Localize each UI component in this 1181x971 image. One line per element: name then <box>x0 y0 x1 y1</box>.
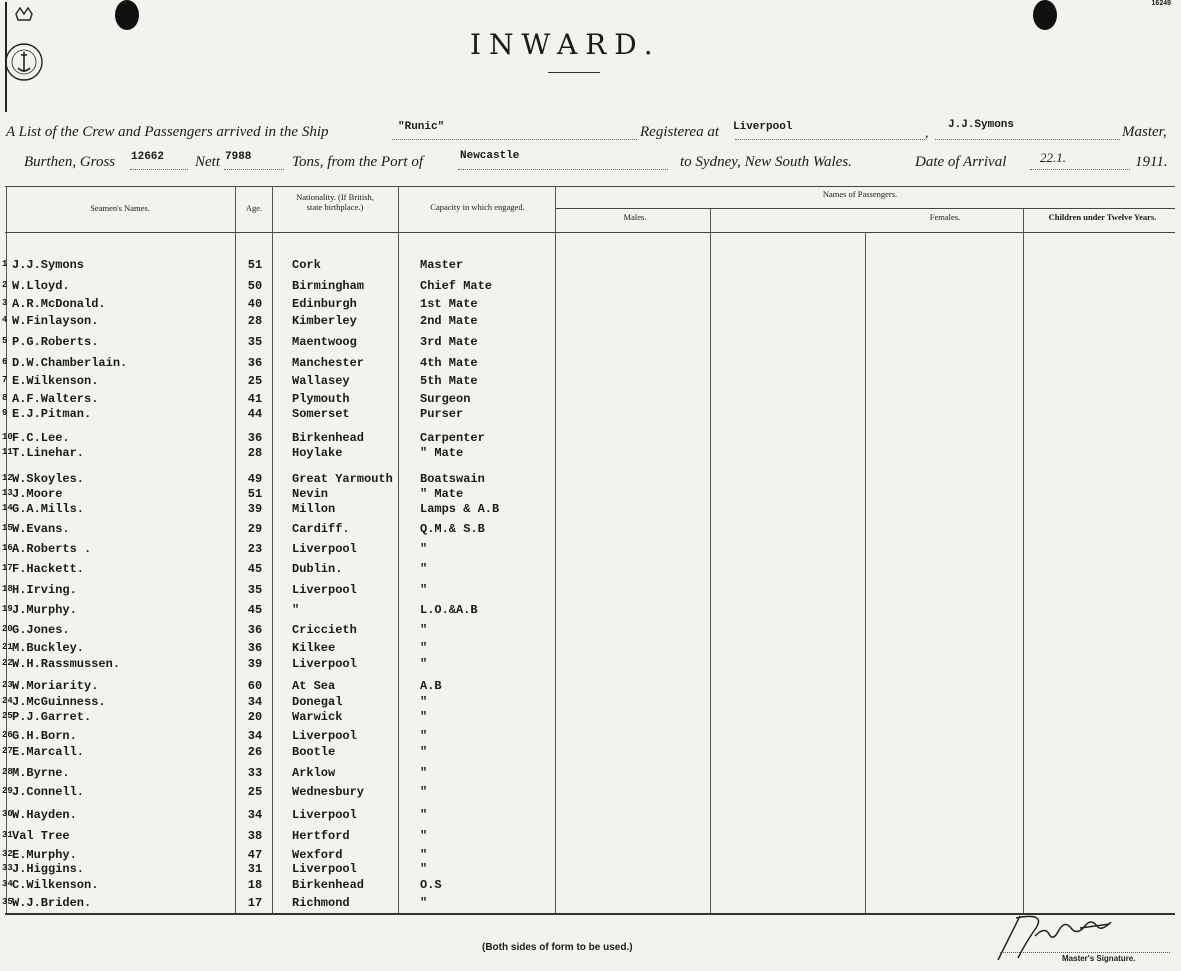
crew-birthplace: Richmond <box>292 896 350 910</box>
crew-age: 28 <box>247 446 263 460</box>
crew-birthplace: Birmingham <box>292 279 365 293</box>
row-number: 3 <box>2 298 8 308</box>
crew-age: 28 <box>247 314 263 328</box>
table-row <box>0 808 560 822</box>
crew-capacity: " Mate <box>420 446 464 460</box>
row-number: 11 <box>2 447 13 457</box>
crew-name: M.Byrne. <box>12 766 70 780</box>
crew-birthplace: Liverpool <box>292 862 357 876</box>
table-row <box>0 785 560 799</box>
table-row <box>0 487 560 501</box>
crew-capacity: " <box>420 729 428 743</box>
row-number: 23 <box>2 680 13 690</box>
col-header-passengers: Names of Passengers. <box>822 189 898 199</box>
nett-tonnage: 7988 <box>225 151 252 163</box>
row-number: 10 <box>2 432 13 442</box>
row-number: 6 <box>2 357 8 367</box>
row-number: 35 <box>2 897 13 907</box>
crew-name: W.J.Briden. <box>12 896 92 910</box>
crew-name: W.Skoyles. <box>12 472 85 486</box>
table-row <box>0 657 560 671</box>
arrival-dotline <box>1030 169 1130 170</box>
crew-birthplace: Liverpool <box>292 729 357 743</box>
crew-birthplace: Edinburgh <box>292 297 357 311</box>
table-row <box>0 729 560 743</box>
crew-capacity: " <box>420 542 428 556</box>
crew-capacity: " <box>420 862 428 876</box>
crew-capacity: " <box>420 829 428 843</box>
table-row <box>0 829 560 843</box>
crew-capacity: 1st Mate <box>420 297 478 311</box>
row-number: 27 <box>2 746 13 756</box>
crew-age: 34 <box>247 808 263 822</box>
crew-name: D.W.Chamberlain. <box>12 356 128 370</box>
table-row <box>0 766 560 780</box>
row-number: 7 <box>2 375 8 385</box>
crew-age: 35 <box>247 583 263 597</box>
crew-age: 38 <box>247 829 263 843</box>
crew-name: T.Linehar. <box>12 446 85 460</box>
crew-capacity: O.S <box>420 878 442 892</box>
table-row <box>0 862 560 876</box>
row-number: 4 <box>2 315 8 325</box>
crew-capacity: " <box>420 562 428 576</box>
table-row <box>0 710 560 724</box>
crew-age: 49 <box>247 472 263 486</box>
registered-label: Registerea at <box>640 124 720 140</box>
table-top-rule <box>5 186 1175 187</box>
col-divider <box>865 232 866 913</box>
crew-capacity: Surgeon <box>420 392 471 406</box>
crew-age: 44 <box>247 407 263 421</box>
crew-age: 20 <box>247 710 263 724</box>
table-row <box>0 623 560 637</box>
crew-name: J.J.Symons <box>12 258 85 272</box>
ship-name: "Runic" <box>398 121 445 133</box>
row-number: 19 <box>2 604 13 614</box>
row-number: 29 <box>2 786 13 796</box>
col-divider <box>710 208 711 913</box>
crew-capacity: " <box>420 896 428 910</box>
registered-port: Liverpool <box>733 121 793 133</box>
crew-birthplace: Liverpool <box>292 808 357 822</box>
row-number: 16 <box>2 543 13 553</box>
crew-birthplace: Birkenhead <box>292 878 365 892</box>
crew-birthplace: Hertford <box>292 829 350 843</box>
row-number: 18 <box>2 584 13 594</box>
comma: , <box>925 126 929 141</box>
row-number: 26 <box>2 730 13 740</box>
crew-age: 25 <box>247 785 263 799</box>
crew-name: A.F.Walters. <box>12 392 99 406</box>
crew-birthplace: Plymouth <box>292 392 350 406</box>
crew-birthplace: Wednesbury <box>292 785 365 799</box>
crew-capacity: 5th Mate <box>420 374 478 388</box>
crew-age: 23 <box>247 542 263 556</box>
crew-name: J.Higgins. <box>12 862 85 876</box>
crew-name: M.Buckley. <box>12 641 85 655</box>
nett-label: Nett <box>195 154 220 170</box>
crew-birthplace: Criccieth <box>292 623 357 637</box>
crew-capacity: Lamps & A.B <box>420 502 500 516</box>
row-number: 14 <box>2 503 13 513</box>
crew-age: 51 <box>247 258 263 272</box>
crew-capacity: " <box>420 657 428 671</box>
table-row <box>0 603 560 617</box>
crew-age: 18 <box>247 878 263 892</box>
crew-birthplace: Cardiff. <box>292 522 350 536</box>
crew-birthplace: Kilkee <box>292 641 336 655</box>
col-header-females: Females. <box>929 212 961 222</box>
table-row <box>0 407 560 421</box>
crew-birthplace: Manchester <box>292 356 365 370</box>
table-row <box>0 695 560 709</box>
crew-capacity: " <box>420 710 428 724</box>
crew-name: G.H.Born. <box>12 729 77 743</box>
crew-birthplace: Cork <box>292 258 321 272</box>
departure-port: Newcastle <box>460 150 520 162</box>
crew-capacity: " <box>420 623 428 637</box>
ship-dotline <box>392 139 637 140</box>
crew-age: 60 <box>247 679 263 693</box>
row-number: 32 <box>2 849 13 859</box>
crew-capacity: Chief Mate <box>420 279 493 293</box>
crew-capacity: Master <box>420 258 464 272</box>
crew-birthplace: Arklow <box>292 766 336 780</box>
table-row <box>0 502 560 516</box>
signature-line <box>1000 952 1170 953</box>
crew-birthplace: Nevin <box>292 487 329 501</box>
crew-birthplace: Kimberley <box>292 314 357 328</box>
table-row <box>0 297 560 311</box>
department-seal-icon <box>2 2 46 112</box>
footer-note: (Both sides of form to be used.) <box>482 942 633 953</box>
crew-birthplace: Hoylake <box>292 446 343 460</box>
crew-age: 25 <box>247 374 263 388</box>
crew-age: 39 <box>247 502 263 516</box>
crew-age: 34 <box>247 695 263 709</box>
row-number: 21 <box>2 642 13 652</box>
crew-capacity: Carpenter <box>420 431 485 445</box>
crew-name: E.Wilkenson. <box>12 374 99 388</box>
table-row <box>0 562 560 576</box>
table-row <box>0 641 560 655</box>
row-number: 1 <box>2 259 8 269</box>
punch-hole <box>115 0 139 30</box>
table-row <box>0 258 560 272</box>
row-number: 9 <box>2 408 8 418</box>
crew-birthplace: Liverpool <box>292 542 357 556</box>
table-row <box>0 446 560 460</box>
col-divider <box>1023 208 1024 913</box>
crew-age: 39 <box>247 657 263 671</box>
crew-age: 36 <box>247 641 263 655</box>
crew-birthplace: Somerset <box>292 407 350 421</box>
crew-age: 47 <box>247 848 263 862</box>
crew-birthplace: Liverpool <box>292 657 357 671</box>
table-row <box>0 314 560 328</box>
col-header-capacity: Capacity in which engaged. <box>430 202 525 212</box>
page-title: INWARD. <box>470 28 661 61</box>
table-row <box>0 392 560 406</box>
arrival-label: Date of Arrival <box>915 154 1007 170</box>
crew-birthplace: Dublin. <box>292 562 343 576</box>
crew-name: A.R.McDonald. <box>12 297 106 311</box>
crew-name: P.J.Garret. <box>12 710 92 724</box>
crew-name: A.Roberts . <box>12 542 92 556</box>
crew-birthplace: Bootle <box>292 745 336 759</box>
crew-birthplace: Donegal <box>292 695 343 709</box>
row-number: 2 <box>2 280 8 290</box>
crew-name: E.Marcall. <box>12 745 85 759</box>
registered-dotline <box>735 139 925 140</box>
crew-capacity: A.B <box>420 679 442 693</box>
col-header-nationality: Nationality. (If British, state birthplace.) <box>296 192 374 212</box>
row-number: 17 <box>2 563 13 573</box>
crew-capacity: " <box>420 641 428 655</box>
crew-name: Val Tree <box>12 829 70 843</box>
crew-age: 45 <box>247 603 263 617</box>
table-row <box>0 279 560 293</box>
col-header-age: Age. <box>245 203 263 213</box>
crew-capacity: " <box>420 695 428 709</box>
row-number: 13 <box>2 488 13 498</box>
row-number: 22 <box>2 658 13 668</box>
row-number: 20 <box>2 624 13 634</box>
crew-age: 45 <box>247 562 263 576</box>
table-row <box>0 745 560 759</box>
table-row <box>0 522 560 536</box>
crew-name: W.Evans. <box>12 522 70 536</box>
crew-age: 41 <box>247 392 263 406</box>
crew-name: J.Moore <box>12 487 63 501</box>
burthen-label: Burthen, Gross <box>24 154 116 170</box>
crew-name: H.Irving. <box>12 583 77 597</box>
crew-name: P.G.Roberts. <box>12 335 99 349</box>
crew-name: J.Murphy. <box>12 603 77 617</box>
crew-birthplace: Wexford <box>292 848 343 862</box>
nett-dotline <box>224 169 284 170</box>
table-row <box>0 679 560 693</box>
crew-name: J.McGuinness. <box>12 695 106 709</box>
gross-tonnage: 12662 <box>131 151 165 163</box>
row-number: 31 <box>2 830 13 840</box>
crew-birthplace: Warwick <box>292 710 343 724</box>
crew-name: J.Connell. <box>12 785 85 799</box>
master-label: Master, <box>1122 124 1167 140</box>
crew-age: 35 <box>247 335 263 349</box>
row-number: 8 <box>2 393 8 403</box>
crew-capacity: Q.M.& S.B <box>420 522 485 536</box>
form-number: 16249 <box>1151 0 1171 7</box>
crew-age: 50 <box>247 279 263 293</box>
crew-name: G.A.Mills. <box>12 502 85 516</box>
table-row <box>0 374 560 388</box>
crew-name: F.Hackett. <box>12 562 85 576</box>
crew-capacity: " <box>420 785 428 799</box>
crew-name: W.H.Rassmussen. <box>12 657 121 671</box>
crew-capacity: 3rd Mate <box>420 335 478 349</box>
row-number: 24 <box>2 696 13 706</box>
punch-hole <box>1033 0 1057 30</box>
crew-age: 26 <box>247 745 263 759</box>
table-row <box>0 896 560 910</box>
crew-capacity: L.O.&A.B <box>420 603 478 617</box>
row-number: 12 <box>2 473 13 483</box>
crew-age: 29 <box>247 522 263 536</box>
crew-name: E.Murphy. <box>12 848 77 862</box>
table-row <box>0 583 560 597</box>
crew-capacity: Purser <box>420 407 464 421</box>
crew-name: E.J.Pitman. <box>12 407 92 421</box>
table-row <box>0 356 560 370</box>
row-number: 25 <box>2 711 13 721</box>
crew-age: 36 <box>247 431 263 445</box>
arrival-date: 22.1. <box>1040 150 1066 165</box>
row-number: 34 <box>2 879 13 889</box>
crew-capacity: " <box>420 745 428 759</box>
crew-age: 51 <box>247 487 263 501</box>
crew-name: G.Jones. <box>12 623 70 637</box>
col-header-names: Seamen's Names. <box>90 203 150 213</box>
crew-birthplace: Great Yarmouth <box>292 472 393 486</box>
crew-name: W.Hayden. <box>12 808 77 822</box>
col-header-children: Children under Twelve Years. <box>1048 212 1157 222</box>
table-row <box>0 542 560 556</box>
list-label: A List of the Crew and Passengers arrived in the Ship <box>6 124 329 140</box>
master-dotline <box>935 139 1120 140</box>
table-header-rule <box>5 232 1175 233</box>
crew-birthplace: Birkenhead <box>292 431 365 445</box>
crew-capacity: " <box>420 808 428 822</box>
row-number: 33 <box>2 863 13 873</box>
master-name: J.J.Symons <box>948 119 1015 131</box>
crew-birthplace: Maentwoog <box>292 335 357 349</box>
crew-capacity: 4th Mate <box>420 356 478 370</box>
table-row <box>0 472 560 486</box>
crew-age: 17 <box>247 896 263 910</box>
passenger-subheader-rule <box>555 208 1175 209</box>
arrival-year: 1911. <box>1135 154 1168 170</box>
crew-name: W.Finlayson. <box>12 314 99 328</box>
row-number: 15 <box>2 523 13 533</box>
crew-birthplace: Wallasey <box>292 374 350 388</box>
destination-label: to Sydney, New South Wales. <box>680 154 852 170</box>
crew-capacity: Boatswain <box>420 472 485 486</box>
row-number: 5 <box>2 336 8 346</box>
crew-name: F.C.Lee. <box>12 431 70 445</box>
port-dotline <box>458 169 668 170</box>
crew-name: C.Wilkenson. <box>12 878 99 892</box>
crew-age: 34 <box>247 729 263 743</box>
crew-capacity: " <box>420 766 428 780</box>
crew-birthplace: Millon <box>292 502 336 516</box>
crew-name: W.Moriarity. <box>12 679 99 693</box>
col-header-males: Males. <box>623 212 647 222</box>
title-rule <box>548 72 600 73</box>
crew-birthplace: Liverpool <box>292 583 357 597</box>
crew-age: 31 <box>247 862 263 876</box>
crew-capacity: 2nd Mate <box>420 314 478 328</box>
tons-label: Tons, from the Port of <box>292 154 423 170</box>
table-row <box>0 335 560 349</box>
crew-birthplace: " <box>292 603 300 617</box>
crew-age: 33 <box>247 766 263 780</box>
crew-age: 36 <box>247 356 263 370</box>
row-number: 30 <box>2 809 13 819</box>
table-row <box>0 431 560 445</box>
crew-capacity: " <box>420 848 428 862</box>
crew-age: 40 <box>247 297 263 311</box>
row-number: 28 <box>2 767 13 777</box>
gross-dotline <box>130 169 188 170</box>
table-row <box>0 848 560 862</box>
crew-capacity: " Mate <box>420 487 464 501</box>
crew-birthplace: At Sea <box>292 679 336 693</box>
signature-label: Master's Signature. <box>1062 954 1136 963</box>
crew-name: W.Lloyd. <box>12 279 70 293</box>
crew-capacity: " <box>420 583 428 597</box>
crew-age: 36 <box>247 623 263 637</box>
table-row <box>0 878 560 892</box>
